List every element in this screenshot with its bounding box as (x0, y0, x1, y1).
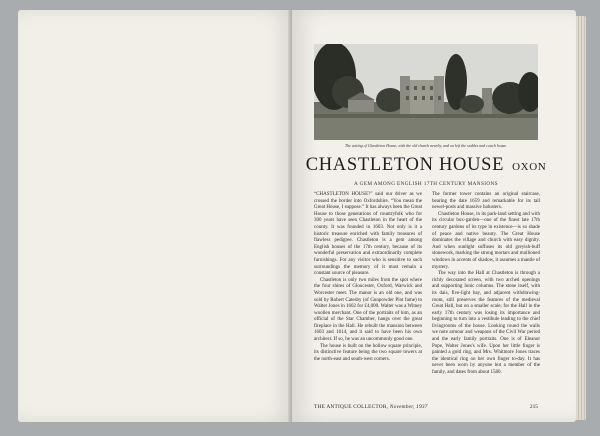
article-county: OXON (512, 161, 547, 173)
footer-magazine (314, 404, 428, 410)
paragraph: “CHASTLETON HOUSE?” said our driver as we crossed the border into Oxfordshire. “You mean the Great House, I suppose.” It has always been the Great House to those generations of countryfolk who for 300 years have seen Chastleton in the heart of the county. It was founded in 1603. Not only is it a historic treasure enriched with family treasures of flawless pedigree. Chastleton is a gem among English houses of the 17th century, because of its wonderful preservation and extraordinarily complete furnishings. For any visitor who is sensitive to such surroundings the memory of it must remain a constant source of pleasure. (314, 192, 422, 277)
photo-caption: The setting of Chastleton House, with the old church nearby, and on left the stables and coach house. (344, 143, 508, 148)
open-book (10, 6, 588, 430)
article-subtitle: A GEM AMONG ENGLISH 17TH CENTURY MANSIONS (354, 181, 498, 187)
article-title: CHASTLETON HOUSE (305, 155, 505, 175)
page-number: 215 (529, 404, 538, 410)
paragraph: Chastleton House, in its park-land setting and with its circular box-garden—one of the finest late 17th century gardens of its type in existence—is so shade of peace and native beauty. The Great House dominates the village and church with easy dignity. And when sunlight suffuses its old greyish-buff stonework, marking the strong mortars and mullioned windows in accents of shadow, it assumes a mantle of mystery. (432, 211, 540, 270)
house-photograph-illustration (314, 44, 538, 140)
paragraph: The house is built on the hollow square principle, its distinctive feature being the two square towers at the north-east and south-west corners. (314, 343, 422, 362)
left-page (18, 10, 292, 422)
text-column-right (432, 192, 540, 377)
paragraph: Chastleton is only two miles from the spot where the four shires of Gloucester, Oxford, Warwick and Worcester meet. The manor is an old one, and was sold by Robert Catesby (of Gunpowder Plot fame) to Walter Jones in 1602 for £4,000. Walter was a Witney woollen merchant. One of the portraits of him, as an official of the Star Chamber, hangs over the great fireplace in the Hall. He rebuilt the mansion between 1603 and 1614, and it said to have been his own architect. If so, he was an uncommonly good one. (314, 277, 422, 343)
paragraph: The way into the Hall at Chastleton is through a richly decorated screen, with two arched openings and supporting Ionic columns. The stone itself, with its dais, five-light bay, and adjacent withdrawing-room, still preserves the features of the medieval Great Hall, but on a smaller scale; for the Hall in the early 17th century was losing its importance and beginning to turn into a vestibule leading to the chief livingrooms of the house. Looking round the walls we note armour and weapons of the Civil War period and the early family portraits. One is of Eleanor Pope, Walter Jones's wife. Upon her little finger is painted a gold ring, and Mrs. Whitmore Jones traces the identical ring on her own finger to-day. It has never been worn by anyone but a member of the family, and dates from about 1580. (432, 271, 540, 376)
page-footer (314, 404, 538, 410)
house-photograph (314, 44, 538, 140)
right-page (292, 10, 576, 422)
paragraph: The former tower contains an original staircase, bearing the date 1659 and remarkable for its tall newel-posts and massive balusters. (432, 192, 540, 211)
text-column-left (314, 192, 422, 363)
footer-magazine-name: THE ANTIQUE COLLECTOR, (314, 404, 389, 410)
page-edges (576, 16, 586, 420)
footer-issue: November, 1937 (389, 404, 428, 410)
article-title-row (305, 155, 547, 177)
